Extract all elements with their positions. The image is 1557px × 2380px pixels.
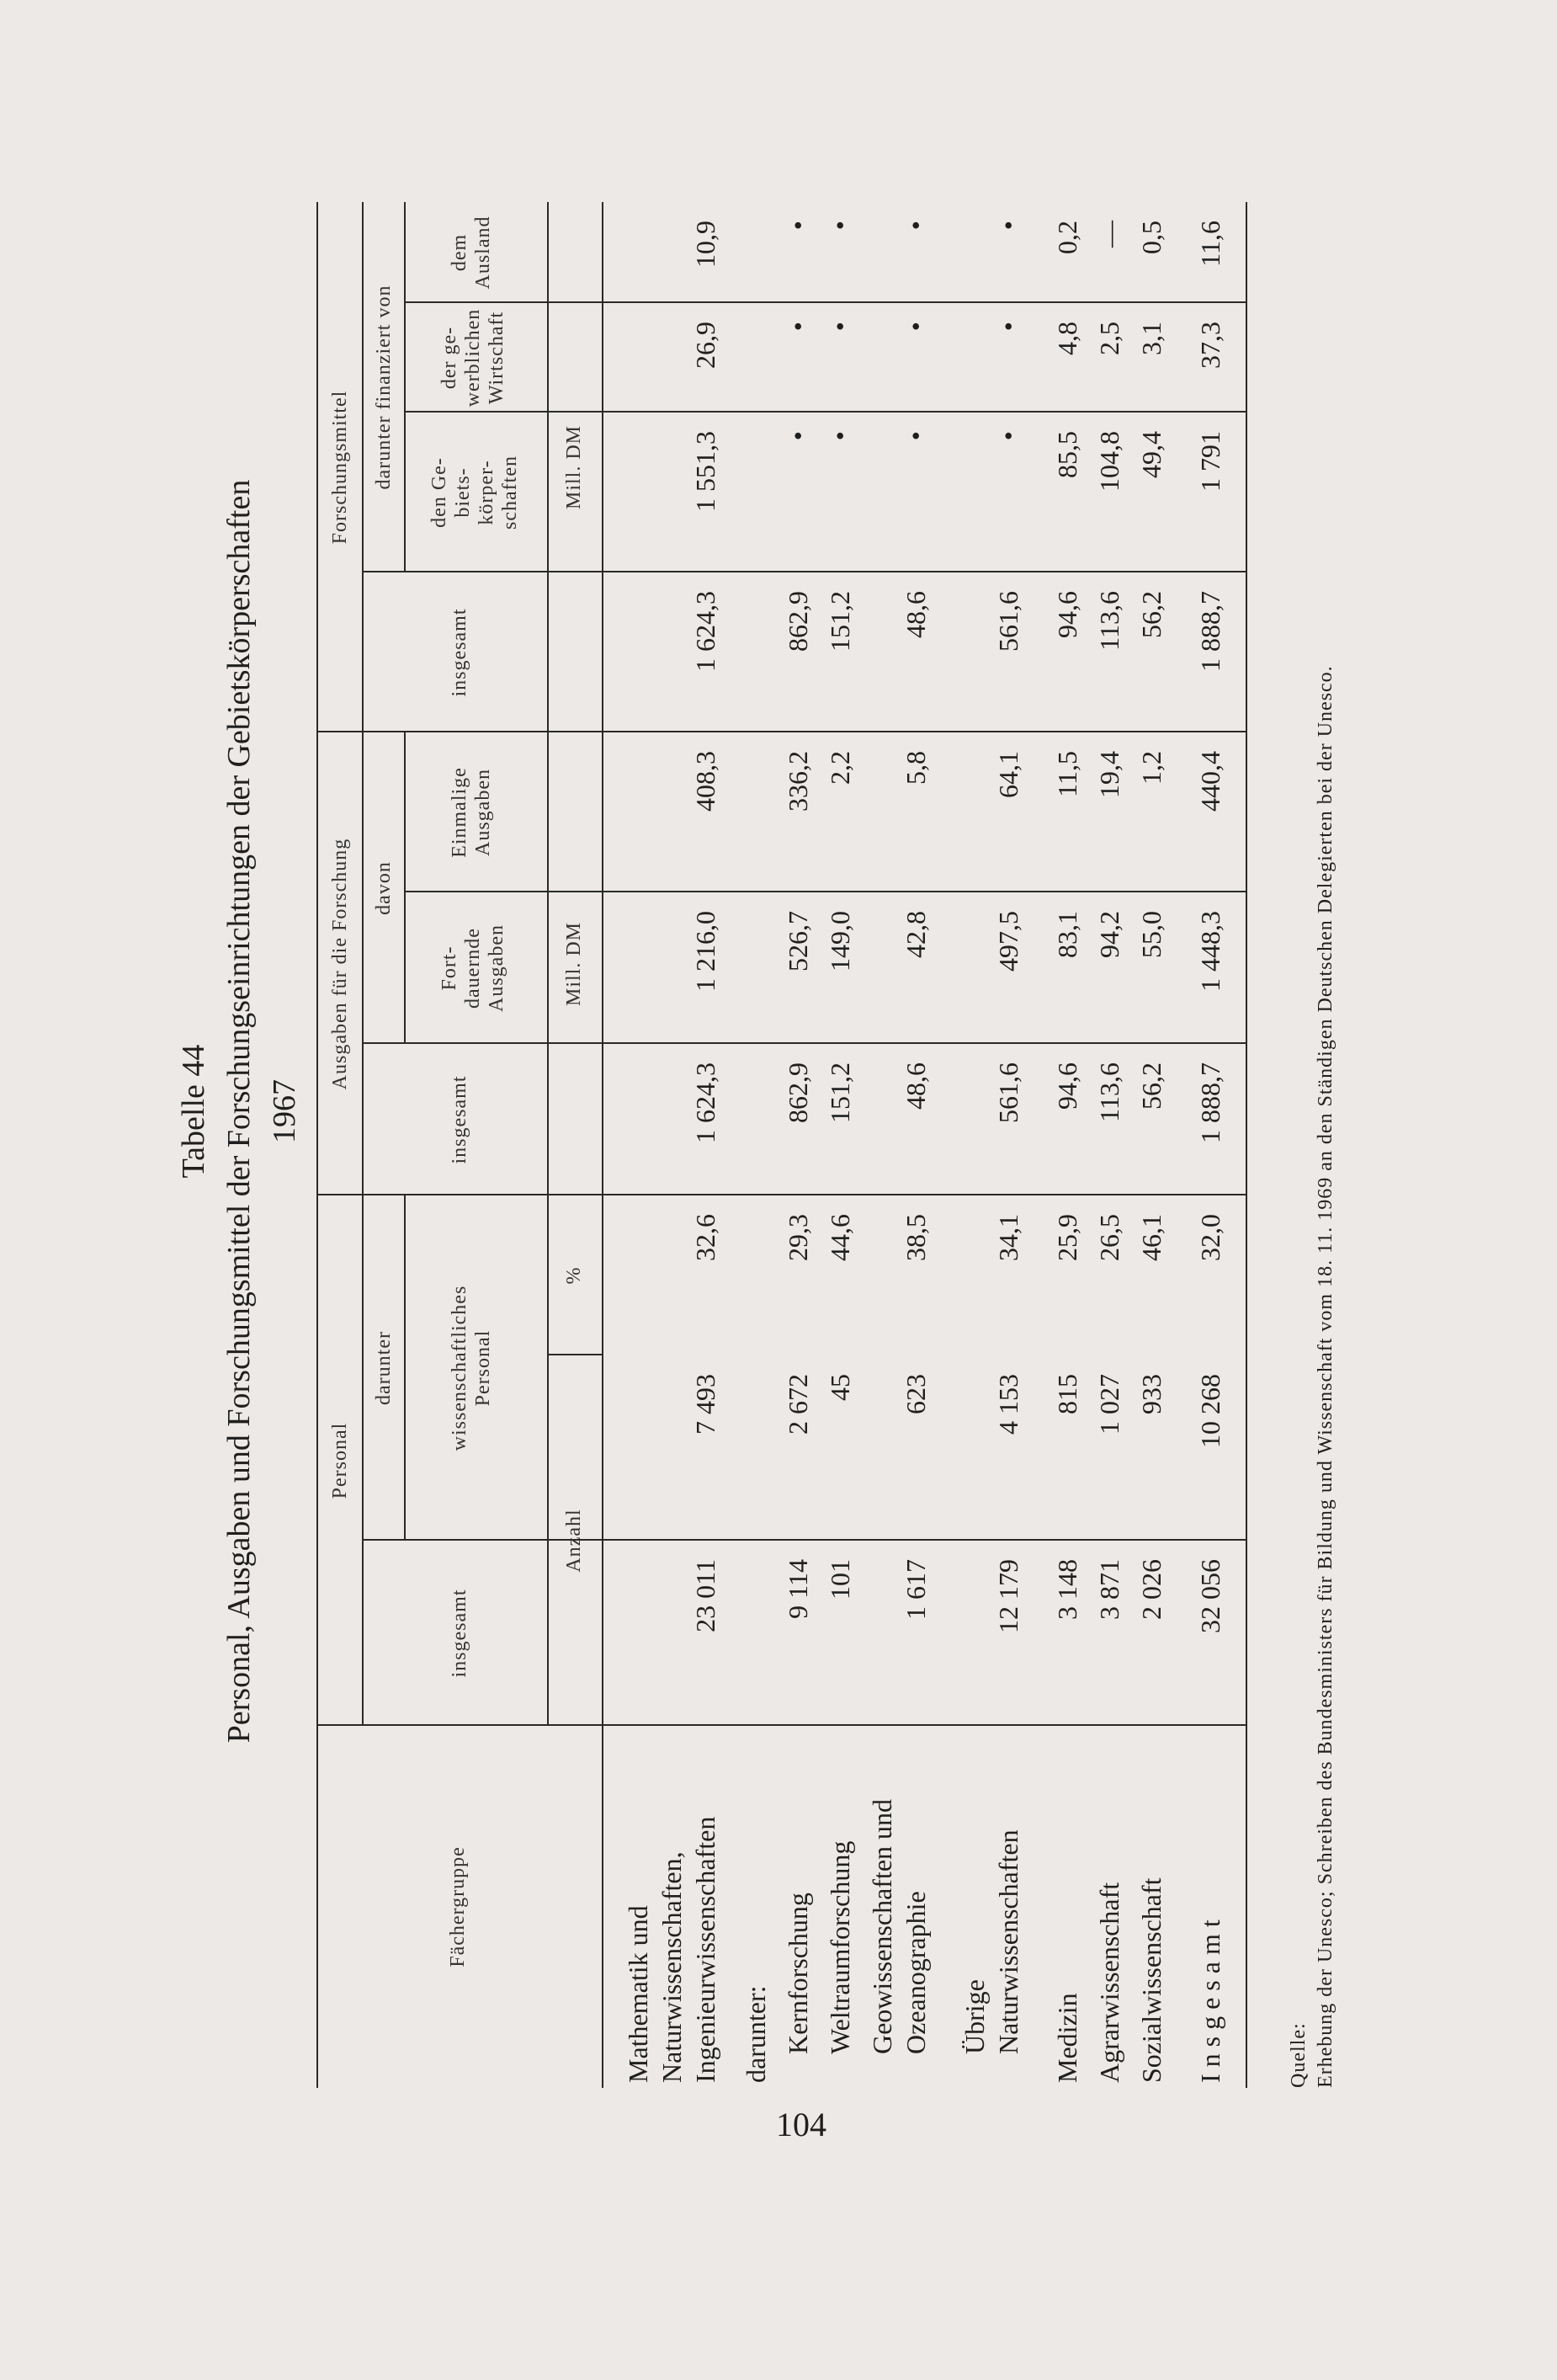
rule-sub-darunter <box>404 1195 406 1541</box>
row-label: Weltraumforschung <box>825 1840 855 2054</box>
table-cell: 46,1 <box>1136 1214 1166 1261</box>
table-cell: 1 448,3 <box>1195 911 1225 992</box>
table-cell: 56,2 <box>1136 1062 1166 1110</box>
table-cell: 23 011 <box>690 1559 720 1632</box>
table-cell: 5,8 <box>901 751 931 785</box>
table-title: Personal, Ausgaben und Forschungsmittel der Forschungseinrichtungen der Gebietskörperschaften <box>221 479 257 1744</box>
table-cell: 3,1 <box>1136 322 1166 355</box>
table-cell: 1 888,7 <box>1195 1062 1225 1143</box>
table-cell: 32,6 <box>690 1214 720 1261</box>
table-cell: 56,2 <box>1136 591 1166 638</box>
table-cell: 19,4 <box>1094 751 1124 798</box>
table-cell: 2 672 <box>783 1374 813 1435</box>
table-cell: 1 624,3 <box>690 591 720 672</box>
table-cell: • <box>901 431 931 441</box>
unit-mill-dm-forschungsmittel: Mill. DM <box>563 425 585 510</box>
table-cell: 25,9 <box>1052 1214 1082 1261</box>
table-cell: 85,5 <box>1052 431 1082 478</box>
rule-top <box>316 202 318 2088</box>
header-forschungsmittel-insgesamt: insgesamt <box>449 608 470 697</box>
table-cell: 526,7 <box>783 911 813 972</box>
table-cell: 94,2 <box>1094 911 1124 958</box>
table-cell: 1,2 <box>1136 751 1166 785</box>
header-faechergruppe: Fächergruppe <box>447 1846 469 1967</box>
table-cell: 10,9 <box>690 221 720 268</box>
row-label: Naturwissenschaften <box>993 1829 1023 2054</box>
row-label: Agrarwissenschaft <box>1094 1882 1124 2083</box>
header-ausgaben-insgesamt: insgesamt <box>449 1075 470 1164</box>
header-wirtschaft-line: Wirtschaft <box>486 311 507 405</box>
table-cell: 561,6 <box>993 591 1023 652</box>
source-text: Erhebung der Unesco; Schreiben des Bundesministers für Bildung und Wissenschaft vom 18. 11. 1969 an den Ständigen Deutschen Delegierten bei der Unesco. <box>1315 665 1336 2088</box>
header-gebiets-line: schaften <box>499 455 521 530</box>
header-fortdauernde-line: dauernde <box>462 928 484 1009</box>
table-cell: 94,6 <box>1052 591 1082 638</box>
header-ausland-line: dem <box>449 233 470 272</box>
table-cell: • <box>783 221 813 231</box>
table-cell: 623 <box>901 1374 931 1414</box>
source-label: Quelle: <box>1288 2022 1310 2088</box>
header-fortdauernde-line: Ausgaben <box>486 924 507 1012</box>
table-cell: 48,6 <box>901 591 931 638</box>
table-cell: • <box>993 221 1023 231</box>
table-cell: 37,3 <box>1195 322 1225 369</box>
rule-group <box>602 202 603 2088</box>
table-cell: 561,6 <box>993 1062 1023 1123</box>
rule-sub-ausgaben <box>362 732 364 1195</box>
table-cell: 149,0 <box>825 911 855 972</box>
table-label: Tabelle 44 <box>176 1044 211 1179</box>
rule-sub-forschungsmittel <box>362 202 364 732</box>
table-cell: 408,3 <box>690 751 720 812</box>
table-cell: 3 871 <box>1094 1559 1124 1620</box>
table-cell: 440,4 <box>1195 751 1225 812</box>
table-cell: 815 <box>1052 1374 1082 1414</box>
table-cell: 49,4 <box>1136 431 1166 478</box>
rule-sub-davon <box>404 732 406 1044</box>
table-cell: 862,9 <box>783 591 813 652</box>
table-cell: 151,2 <box>825 1062 855 1123</box>
table-cell: 64,1 <box>993 751 1023 798</box>
table-cell: 497,5 <box>993 911 1023 972</box>
table-cell: 42,8 <box>901 911 931 958</box>
table-year: 1967 <box>267 1079 302 1143</box>
table-cell: • <box>901 322 931 332</box>
header-fortdauernde <box>438 892 508 1044</box>
table-cell: 101 <box>825 1559 855 1600</box>
table-cell: • <box>901 221 931 231</box>
header-darunter: darunter <box>373 1331 395 1405</box>
header-personal-insgesamt: insgesamt <box>449 1589 470 1678</box>
header-wiss-personal <box>448 1195 495 1541</box>
header-fortdauernde-line: Fort- <box>438 945 460 991</box>
header-wiss-personal-line: Personal <box>472 1329 494 1407</box>
row-label: Medizin <box>1052 1993 1082 2083</box>
row-label: Geowissenschaften und <box>867 1798 897 2054</box>
table-cell: 29,3 <box>783 1214 813 1261</box>
table-cell: • <box>783 431 813 441</box>
table-cell: 1 791 <box>1195 431 1225 492</box>
table-cell: 113,6 <box>1094 591 1124 651</box>
table-cell: 2,2 <box>825 751 855 785</box>
row-label: Ingenieurwissenschaften <box>690 1816 720 2083</box>
table-cell: 38,5 <box>901 1214 931 1261</box>
header-darunter-finanziert: darunter finanziert von <box>373 285 395 490</box>
table-cell: 0,2 <box>1052 221 1082 254</box>
header-gebiets-line: den Ge- <box>428 457 450 528</box>
unit-percent: % <box>563 1266 585 1285</box>
header-forschungsmittel: Forschungsmittel <box>329 390 351 545</box>
table-cell: 1 027 <box>1094 1374 1124 1435</box>
row-label: Mathematik und <box>623 1905 653 2083</box>
table-cell: 1 888,7 <box>1195 591 1225 672</box>
table-cell: 32 056 <box>1195 1559 1225 1633</box>
table-cell: 9 114 <box>783 1559 813 1619</box>
table-cell: 1 216,0 <box>690 911 720 992</box>
table-cell: 45 <box>825 1374 855 1401</box>
table-cell: 862,9 <box>783 1062 813 1123</box>
table-canvas <box>151 135 1448 2088</box>
table-cell: 336,2 <box>783 751 813 812</box>
unit-mill-dm-ausgaben: Mill. DM <box>563 922 585 1007</box>
rule-bottom <box>1246 202 1247 2088</box>
table-cell: 12 179 <box>993 1559 1023 1633</box>
row-label: Naturwissenschaften, <box>656 1851 687 2083</box>
header-einmalige-line: Einmalige <box>449 767 470 858</box>
header-wirtschaft-line: werblichen <box>462 308 484 407</box>
table-cell: 94,6 <box>1052 1062 1082 1110</box>
row-label: I n s g e s a m t <box>1195 1919 1225 2083</box>
header-ausland-line: Ausland <box>472 216 494 290</box>
row-label: darunter: <box>741 1985 771 2083</box>
table-cell: 48,6 <box>901 1062 931 1110</box>
unit-anzahl: Anzahl <box>563 1509 585 1573</box>
header-davon: davon <box>373 861 395 915</box>
table-cell: 11,5 <box>1052 751 1082 797</box>
table-cell: 3 148 <box>1052 1559 1082 1620</box>
table-cell: • <box>825 322 855 332</box>
table-cell: 2,5 <box>1094 322 1124 355</box>
rule-sub-personal <box>362 1195 364 1726</box>
page-number: 104 <box>776 2106 826 2143</box>
table-cell: 26,9 <box>690 322 720 369</box>
table-cell: • <box>993 322 1023 332</box>
row-label: Kernforschung <box>783 1893 813 2054</box>
header-gebiets-line: biets- <box>452 467 474 518</box>
table-cell: • <box>825 221 855 231</box>
header-ausgaben: Ausgaben für die Forschung <box>329 838 351 1090</box>
table-cell: 4 153 <box>993 1374 1023 1435</box>
table-cell: 1 551,3 <box>690 431 720 512</box>
table-cell: 32,0 <box>1195 1214 1225 1261</box>
row-label: Ozeanographie <box>901 1891 931 2054</box>
header-gewerbliche-wirtschaft <box>438 303 508 413</box>
table-cell: • <box>825 431 855 441</box>
table-cell: 0,5 <box>1136 221 1166 254</box>
table-cell: 11,6 <box>1195 221 1225 267</box>
table-cell: • <box>993 431 1023 441</box>
table-cell: 104,8 <box>1094 431 1124 492</box>
table-cell: 1 624,3 <box>690 1062 720 1143</box>
table-cell: 4,8 <box>1052 322 1082 355</box>
header-personal: Personal <box>329 1422 351 1499</box>
table-cell: 44,6 <box>825 1214 855 1261</box>
table-cell: 151,2 <box>825 591 855 652</box>
rule-sub-finanziert <box>404 202 406 572</box>
rotated-table-region <box>151 135 1448 2088</box>
header-wiss-personal-line: wissenschaftliches <box>449 1285 470 1451</box>
table-cell: 83,1 <box>1052 911 1082 958</box>
table-cell: 55,0 <box>1136 911 1166 958</box>
table-cell: 933 <box>1136 1374 1166 1414</box>
table-cell: 34,1 <box>993 1214 1023 1261</box>
rule-header-bottom <box>547 202 549 1726</box>
row-label: Sozialwissenschaft <box>1136 1877 1166 2083</box>
table-cell: 1 617 <box>901 1559 931 1620</box>
table-cell: • <box>783 322 813 332</box>
header-gebiets-line: körper- <box>476 460 497 525</box>
table-cell: 2 026 <box>1136 1559 1166 1620</box>
table-cell: — <box>1094 221 1124 248</box>
row-label: Übrige <box>959 1979 990 2054</box>
header-einmalige <box>448 732 495 892</box>
table-cell: 26,5 <box>1094 1214 1124 1261</box>
header-wirtschaft-line: der ge- <box>438 326 460 390</box>
table-cell: 113,6 <box>1094 1062 1124 1122</box>
header-einmalige-line: Ausgaben <box>472 769 494 856</box>
table-cell: 7 493 <box>690 1374 720 1435</box>
header-gebietskoerperschaften <box>428 413 522 572</box>
table-cell: 10 268 <box>1195 1374 1225 1448</box>
header-ausland <box>448 202 495 303</box>
